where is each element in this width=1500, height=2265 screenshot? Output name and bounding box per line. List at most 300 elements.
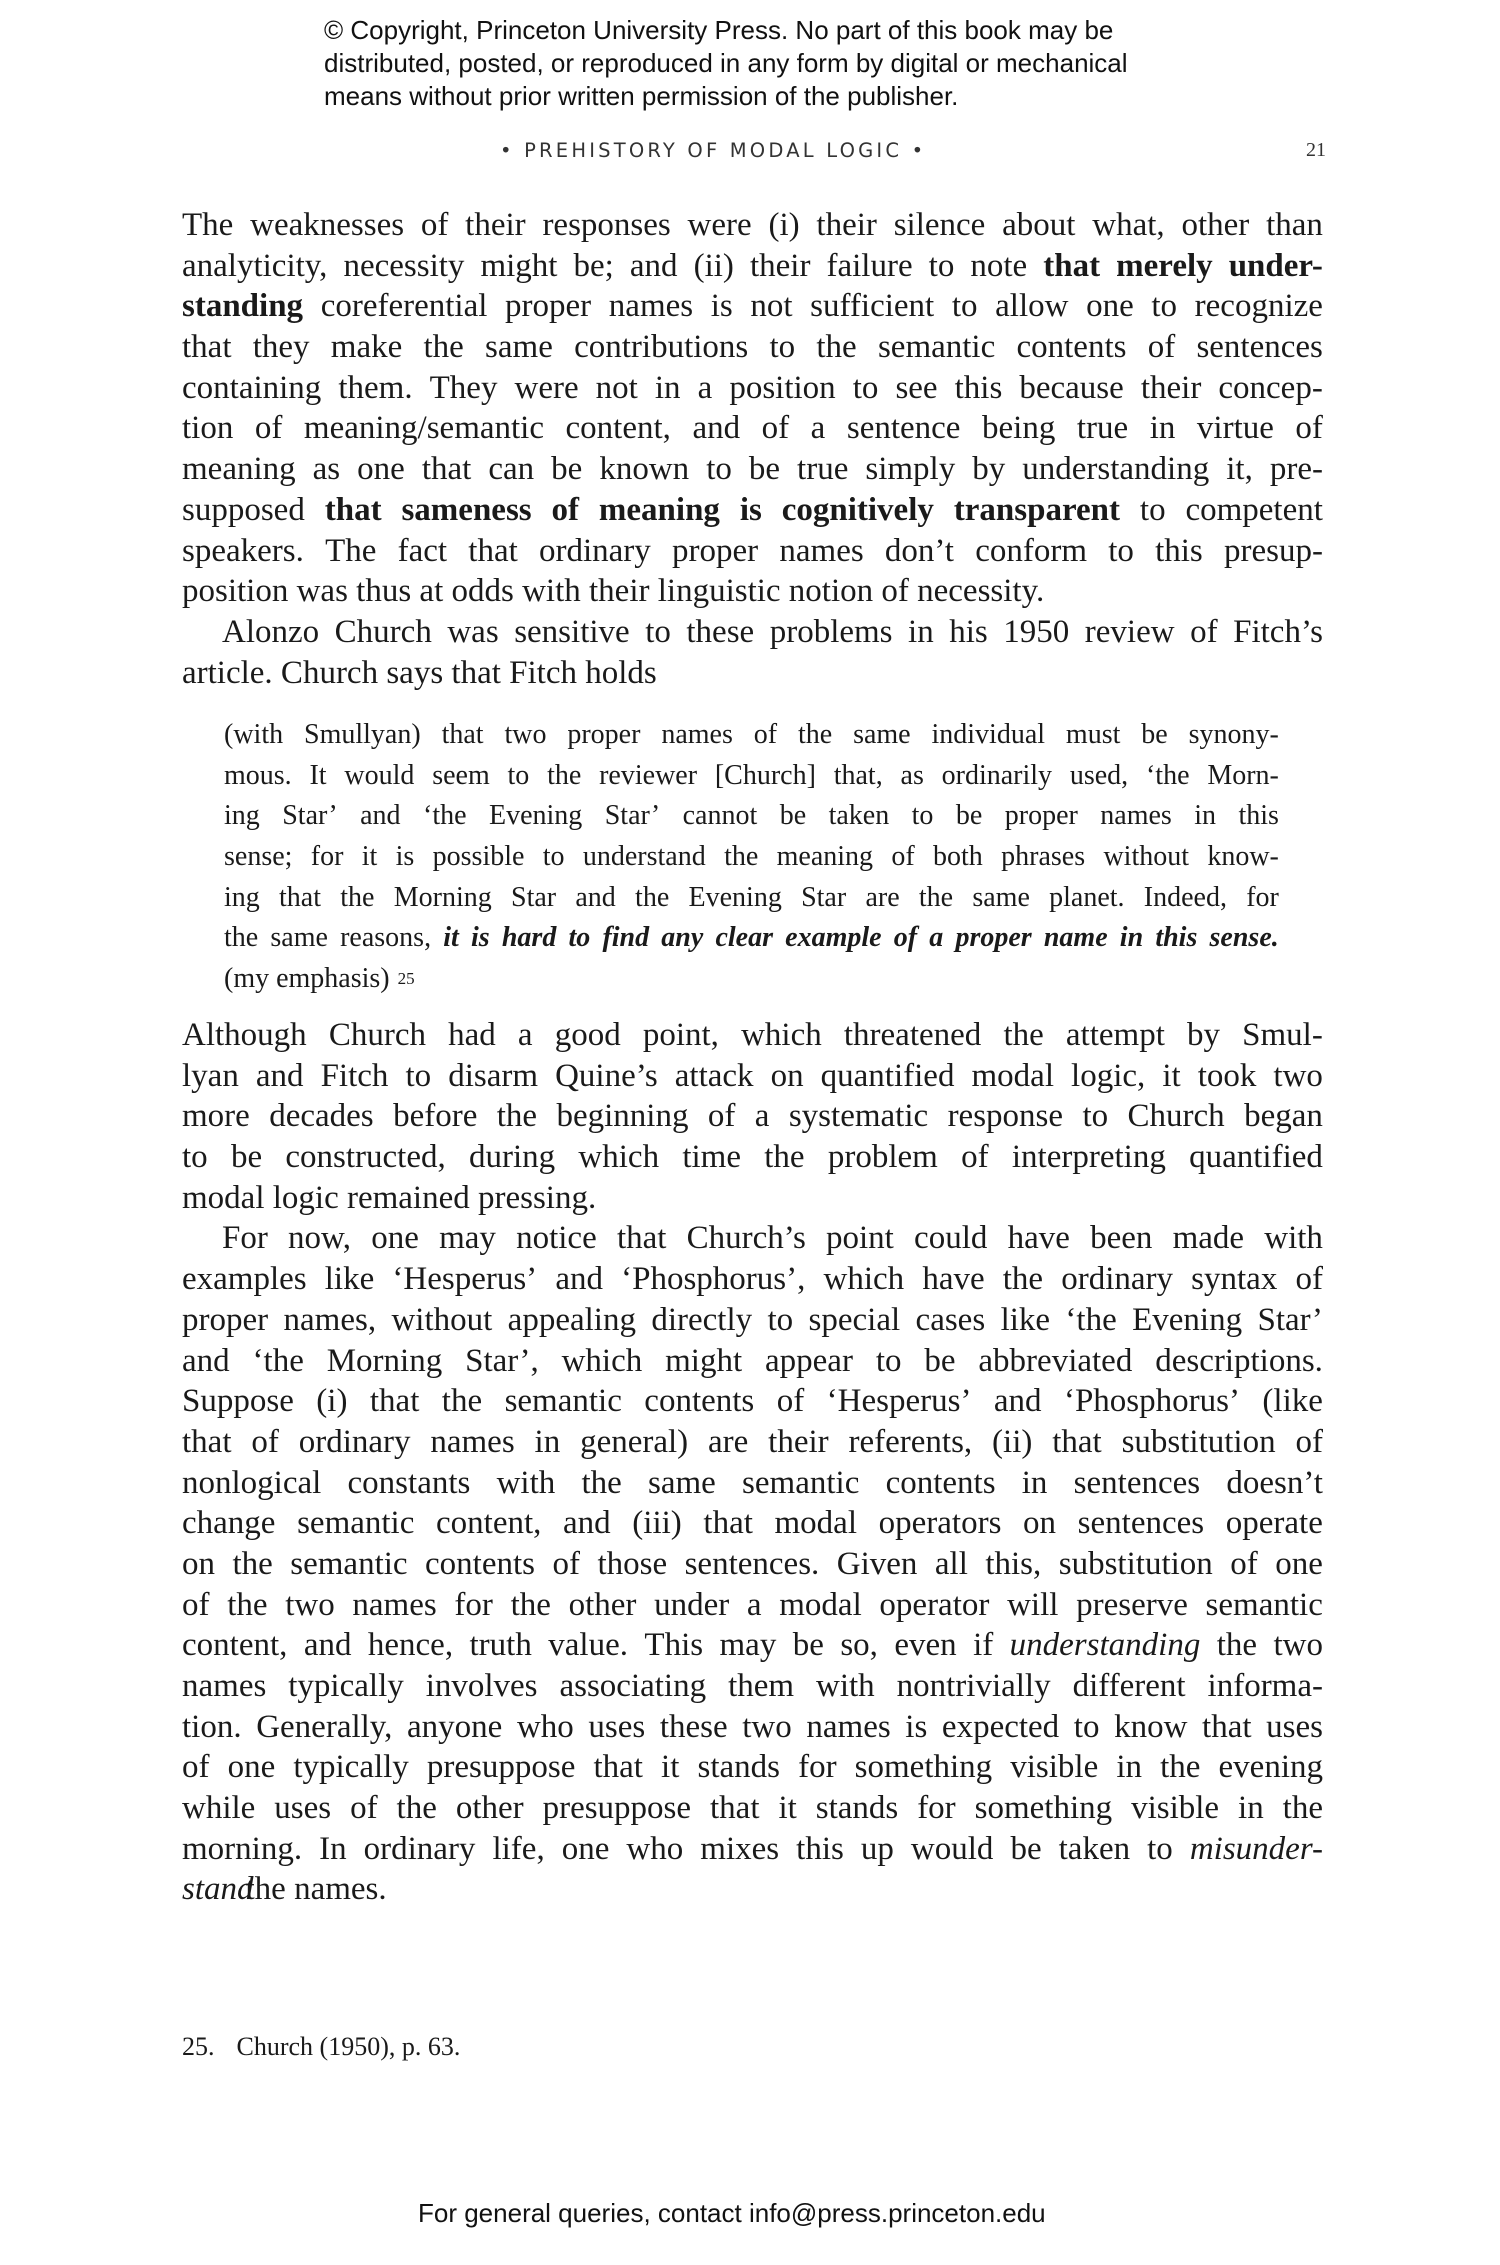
word: so,	[840, 1627, 878, 1664]
word: it	[661, 1749, 680, 1786]
word: contributions	[574, 329, 749, 366]
word: may	[719, 1627, 777, 1664]
word: Evening	[688, 881, 782, 913]
word: be	[924, 1342, 956, 1379]
word: ‘Phosphorus’	[1063, 1383, 1240, 1420]
word: good	[554, 1017, 621, 1053]
text-line	[182, 1137, 1323, 1178]
word: reviewer	[599, 759, 698, 791]
word: to	[875, 1342, 902, 1379]
word: of	[707, 1098, 736, 1135]
word: and	[993, 1383, 1042, 1420]
contact-notice: For general queries, contact info@press.princeton.edu	[418, 2198, 1046, 2228]
body-text-top	[182, 205, 1323, 693]
word: must	[1065, 719, 1121, 750]
word: and	[360, 800, 401, 832]
copyright-line: means without prior written permission of the publisher.	[324, 81, 959, 111]
emphasis-bold-italic: name	[1043, 922, 1108, 954]
word: Indeed,	[1143, 881, 1227, 913]
word: true	[797, 451, 849, 488]
emphasis-bold: of	[551, 491, 580, 528]
text-line	[182, 1056, 1323, 1097]
word: that	[616, 1220, 667, 1257]
word: proper	[505, 288, 592, 325]
word: and	[575, 881, 616, 913]
word: (i)	[768, 207, 800, 243]
word: for	[1246, 881, 1279, 913]
word: that	[1202, 1708, 1252, 1745]
emphasis-bold: cognitively	[781, 491, 934, 528]
word: review	[1084, 613, 1175, 650]
word: the	[224, 922, 259, 954]
word: anyone	[407, 1708, 503, 1745]
footnote	[182, 2032, 982, 2062]
word: to	[767, 1301, 794, 1338]
word: and	[563, 1505, 611, 1542]
word: virtue	[1196, 410, 1274, 447]
word: Star	[801, 881, 847, 913]
quote-line	[224, 958, 1279, 999]
word: competent	[1185, 491, 1323, 528]
word: one	[1275, 1545, 1323, 1582]
word: meaning	[182, 451, 296, 488]
word: same	[972, 881, 1030, 913]
text-line	[182, 1869, 1323, 1910]
word: ordinary	[298, 1423, 411, 1460]
word: general)	[580, 1423, 689, 1460]
word: names	[661, 719, 733, 750]
word: and	[255, 1057, 304, 1094]
word: beginning	[556, 1098, 689, 1135]
word: other	[455, 1790, 524, 1827]
paragraph	[182, 1218, 1323, 1910]
word: descriptions.	[1155, 1342, 1323, 1379]
word: and	[303, 1627, 352, 1664]
word: ing	[224, 800, 260, 832]
word: that	[703, 1505, 753, 1542]
word: lyan	[182, 1057, 239, 1094]
text-line	[182, 1015, 1323, 1056]
word: to	[769, 329, 796, 366]
word: on	[770, 1057, 804, 1094]
word: mous.	[224, 759, 292, 791]
word: one	[227, 1749, 276, 1786]
word: something	[974, 1790, 1113, 1827]
word: of	[251, 1423, 279, 1460]
word: It	[309, 759, 327, 791]
word: the	[441, 1383, 483, 1420]
word: the	[1003, 1017, 1044, 1053]
emphasis-bold-italic: find	[602, 922, 650, 954]
word: by	[972, 451, 1006, 488]
word: Quine’s	[555, 1057, 658, 1094]
word: one	[357, 451, 405, 488]
word: In	[319, 1830, 347, 1867]
text-line	[182, 531, 1323, 572]
text-line	[182, 286, 1323, 327]
paragraph	[182, 205, 1323, 612]
word: what,	[1092, 207, 1165, 243]
word: ‘Phosphorus’,	[621, 1261, 806, 1298]
word: the	[581, 1464, 622, 1501]
word: these	[659, 1708, 728, 1745]
word: cases	[915, 1301, 986, 1338]
word: Morning	[393, 881, 492, 913]
word: be	[1010, 1830, 1042, 1867]
word: Church	[1127, 1098, 1225, 1135]
word: attempt	[1065, 1017, 1165, 1053]
word: Fitch’s	[1233, 613, 1323, 650]
word: understand	[582, 841, 706, 873]
word: other	[568, 1586, 637, 1623]
word: constructed,	[285, 1139, 446, 1176]
word: sentence	[846, 410, 961, 447]
word: be	[551, 451, 583, 488]
word: ordinary	[539, 532, 651, 569]
word: analyticity,	[182, 247, 328, 284]
word: it	[361, 841, 378, 873]
word: is	[905, 1708, 928, 1745]
emphasis-bold: meaning	[598, 491, 720, 528]
word: the	[1216, 1627, 1258, 1664]
word: that	[593, 1749, 643, 1786]
word: semantic	[877, 329, 996, 366]
emphasis-bold-italic: clear	[715, 922, 773, 954]
word: names	[430, 1423, 515, 1460]
word: of	[1295, 1423, 1323, 1460]
word: a	[746, 1586, 762, 1623]
word: to	[1108, 532, 1134, 569]
word: with	[1264, 1220, 1323, 1257]
emphasis-bold-italic: hard	[501, 922, 557, 954]
word: semantic	[1205, 1586, 1323, 1623]
word: of	[753, 719, 778, 750]
word: with	[496, 1464, 556, 1501]
word: evening	[1218, 1749, 1323, 1786]
word: up	[860, 1830, 894, 1867]
word: Generally,	[256, 1708, 393, 1745]
word: on	[182, 1545, 215, 1582]
word: that	[421, 451, 472, 488]
emphasis-bold-italic: it	[443, 922, 459, 954]
word: content,	[182, 1627, 288, 1664]
word: same	[853, 719, 911, 750]
word: and	[182, 1342, 230, 1379]
word: without	[391, 1301, 493, 1338]
word: is	[395, 841, 415, 873]
word: might	[665, 1342, 743, 1379]
text-line	[182, 1747, 1323, 1788]
word: pre-	[1269, 451, 1323, 488]
footnote-ref: 25	[397, 969, 415, 989]
word: stands	[697, 1749, 780, 1786]
word: of	[254, 410, 283, 447]
word: The	[325, 532, 377, 569]
word: (like	[1262, 1383, 1323, 1420]
word: Although	[182, 1017, 307, 1053]
word: of	[761, 410, 790, 447]
word: have	[922, 1261, 985, 1298]
emphasis-bold: that	[324, 491, 382, 528]
word: Church	[334, 613, 432, 650]
word: same	[270, 922, 328, 954]
quote-line	[224, 755, 1279, 796]
word: something	[854, 1749, 993, 1786]
word: the	[764, 1139, 805, 1176]
word: (ii)	[992, 1423, 1033, 1460]
word: about	[1002, 207, 1076, 243]
word: than	[1266, 207, 1323, 243]
word: stands	[815, 1790, 899, 1827]
line-text: modal logic remained pressing.	[182, 1179, 597, 1216]
word: cannot	[682, 800, 758, 832]
word: used,	[1069, 759, 1129, 791]
word: ordinary	[363, 1830, 476, 1867]
word: this	[954, 369, 1003, 406]
word: Star’	[604, 800, 661, 832]
text-line	[182, 408, 1323, 449]
word: sense;	[224, 841, 293, 873]
word: typically	[293, 1749, 409, 1786]
word: presuppose	[542, 1790, 692, 1827]
text-line	[182, 1503, 1323, 1544]
word: individual	[931, 719, 1046, 750]
word: in	[1116, 1749, 1143, 1786]
emphasis-bold: standing	[182, 288, 304, 325]
word: value.	[548, 1627, 628, 1664]
word: because	[1019, 369, 1124, 406]
word: these	[686, 613, 755, 650]
word: Star’,	[465, 1342, 539, 1379]
word: preserve	[1076, 1586, 1188, 1623]
text-line	[182, 653, 1323, 694]
emphasis-italic: misunder-	[1189, 1830, 1323, 1867]
word: syntax	[1191, 1261, 1278, 1298]
text-line	[182, 1422, 1323, 1463]
word: other	[1181, 207, 1250, 243]
word: (iii)	[632, 1505, 682, 1542]
word: semantic	[297, 1505, 415, 1542]
word: of	[182, 1586, 210, 1623]
word: speakers.	[182, 532, 304, 569]
word: nontrivially	[896, 1668, 1051, 1704]
word: they	[252, 329, 310, 366]
word: typically	[288, 1668, 404, 1704]
word: uses	[1266, 1708, 1323, 1745]
word: it,	[1226, 451, 1253, 488]
word: a	[754, 1098, 770, 1135]
text-line	[182, 1585, 1323, 1626]
word: hence,	[367, 1627, 454, 1664]
word: operate	[1225, 1505, 1323, 1542]
word: possible	[432, 841, 525, 873]
quote-line	[224, 714, 1279, 755]
word: the	[816, 329, 857, 366]
word: that	[369, 1383, 420, 1420]
word: names	[806, 1708, 891, 1745]
word: of	[182, 1749, 210, 1786]
word: know-	[1207, 841, 1279, 873]
word: in	[908, 613, 934, 650]
word: sentences	[1077, 1505, 1205, 1542]
word: contents	[885, 1464, 996, 1501]
word: names	[1100, 800, 1172, 832]
word: the	[496, 1098, 538, 1135]
emphasis-bold-italic: is	[470, 922, 490, 954]
word: problems	[769, 613, 893, 650]
word: supposed	[182, 491, 305, 528]
word: be	[792, 1627, 824, 1664]
word: problem	[827, 1139, 938, 1176]
word: in	[1021, 1464, 1048, 1501]
word: that	[441, 719, 484, 750]
emphasis-bold-italic: of	[893, 922, 918, 954]
word: directly	[651, 1301, 753, 1338]
word: fact	[397, 532, 448, 569]
word: note	[970, 247, 1028, 284]
word: visible	[1010, 1749, 1099, 1786]
word: Morn-	[1207, 759, 1279, 791]
word: the	[232, 1545, 273, 1582]
word: quantified	[1189, 1139, 1323, 1176]
word: for	[454, 1586, 493, 1623]
word: nonlogical	[182, 1464, 322, 1501]
word: a	[517, 1017, 533, 1053]
word: proper	[567, 719, 641, 750]
text-line	[182, 1341, 1323, 1382]
word: to	[1147, 1830, 1173, 1867]
word: their	[749, 247, 811, 284]
word: the	[510, 1586, 551, 1623]
word: Suppose	[182, 1383, 294, 1420]
word: Fitch	[320, 1057, 389, 1094]
word: that	[710, 1790, 760, 1827]
word: of	[1230, 1545, 1258, 1582]
word: content,	[565, 410, 671, 447]
word: Evening	[488, 800, 583, 832]
word: ‘Hesperus’	[826, 1383, 972, 1420]
word: tion.	[182, 1708, 242, 1745]
word: response	[947, 1098, 1064, 1135]
word: their	[816, 207, 877, 243]
word: who	[626, 1830, 684, 1867]
word: (i)	[316, 1383, 348, 1420]
word: in	[1149, 410, 1176, 447]
page-number: 21	[1306, 139, 1326, 161]
word: uses	[274, 1790, 332, 1827]
word: their	[465, 207, 526, 243]
word: while	[182, 1790, 256, 1827]
word: same	[485, 329, 553, 366]
word: of	[891, 841, 915, 873]
word: of	[350, 1790, 378, 1827]
word: associating	[559, 1668, 707, 1704]
word: threatened	[843, 1017, 982, 1053]
word: referents,	[848, 1423, 973, 1460]
word: sensitive	[514, 613, 630, 650]
text-line	[182, 571, 1323, 612]
word: Alonzo	[222, 613, 320, 650]
word: a	[810, 410, 826, 447]
word: containing	[182, 369, 322, 406]
word: which	[823, 1261, 905, 1298]
emphasis-bold-italic: to	[568, 922, 591, 954]
word: [Church]	[714, 759, 816, 791]
word: that	[279, 881, 322, 913]
word: conform	[975, 532, 1087, 569]
word: to	[542, 841, 565, 873]
word: are	[708, 1423, 749, 1460]
word: time	[682, 1139, 741, 1176]
word: are	[865, 881, 900, 913]
word: expected	[941, 1708, 1060, 1745]
word: to	[928, 247, 955, 284]
text-line	[182, 612, 1323, 653]
word: ‘the	[423, 800, 467, 832]
word: ‘Hesperus’	[392, 1261, 538, 1298]
word: two	[742, 1708, 792, 1745]
word: same	[648, 1464, 716, 1501]
word: might	[480, 247, 558, 284]
word: one	[371, 1220, 419, 1257]
word: semantic	[742, 1464, 860, 1501]
word: in	[1194, 800, 1217, 832]
word: for	[310, 841, 344, 873]
word: attack	[674, 1057, 754, 1094]
text-line	[182, 368, 1323, 409]
quote-line	[224, 877, 1279, 918]
quote-line	[224, 795, 1279, 836]
word: disarm	[448, 1057, 539, 1094]
word: position	[729, 369, 836, 406]
word: of	[552, 1545, 580, 1582]
word: for	[917, 1790, 956, 1827]
word: took	[1197, 1057, 1257, 1094]
word: a	[697, 369, 713, 406]
word: of	[776, 1383, 805, 1420]
word: Church’s	[686, 1220, 806, 1257]
word: names	[182, 1668, 267, 1704]
word: that	[182, 1423, 232, 1460]
word: even	[894, 1627, 957, 1664]
word: the	[1002, 1261, 1044, 1298]
word: as	[312, 451, 341, 488]
word: which	[741, 1017, 822, 1053]
word: of	[1295, 1261, 1323, 1298]
word: substitution	[1058, 1545, 1213, 1582]
word: truth	[469, 1627, 532, 1664]
word: had	[448, 1017, 496, 1053]
word: sentences	[1073, 1464, 1201, 1501]
copyright-line: distributed, posted, or reproduced in any form by digital or mechanical	[324, 48, 1128, 78]
word: make	[330, 329, 403, 366]
word: of	[1147, 329, 1176, 366]
word: the	[918, 881, 954, 913]
word: 1950	[1003, 613, 1070, 650]
word: tion	[182, 410, 234, 447]
word: would	[910, 1830, 994, 1867]
word: (with	[224, 719, 284, 750]
word: concep-	[1218, 369, 1323, 406]
emphasis-bold-italic: any	[661, 922, 704, 954]
word: substitution	[1121, 1423, 1276, 1460]
word: this	[1238, 800, 1279, 832]
word: synony-	[1188, 719, 1279, 750]
word: in	[1238, 1790, 1264, 1827]
word: Morning	[326, 1342, 443, 1379]
word: logic,	[1071, 1057, 1146, 1094]
word: appear	[765, 1342, 853, 1379]
